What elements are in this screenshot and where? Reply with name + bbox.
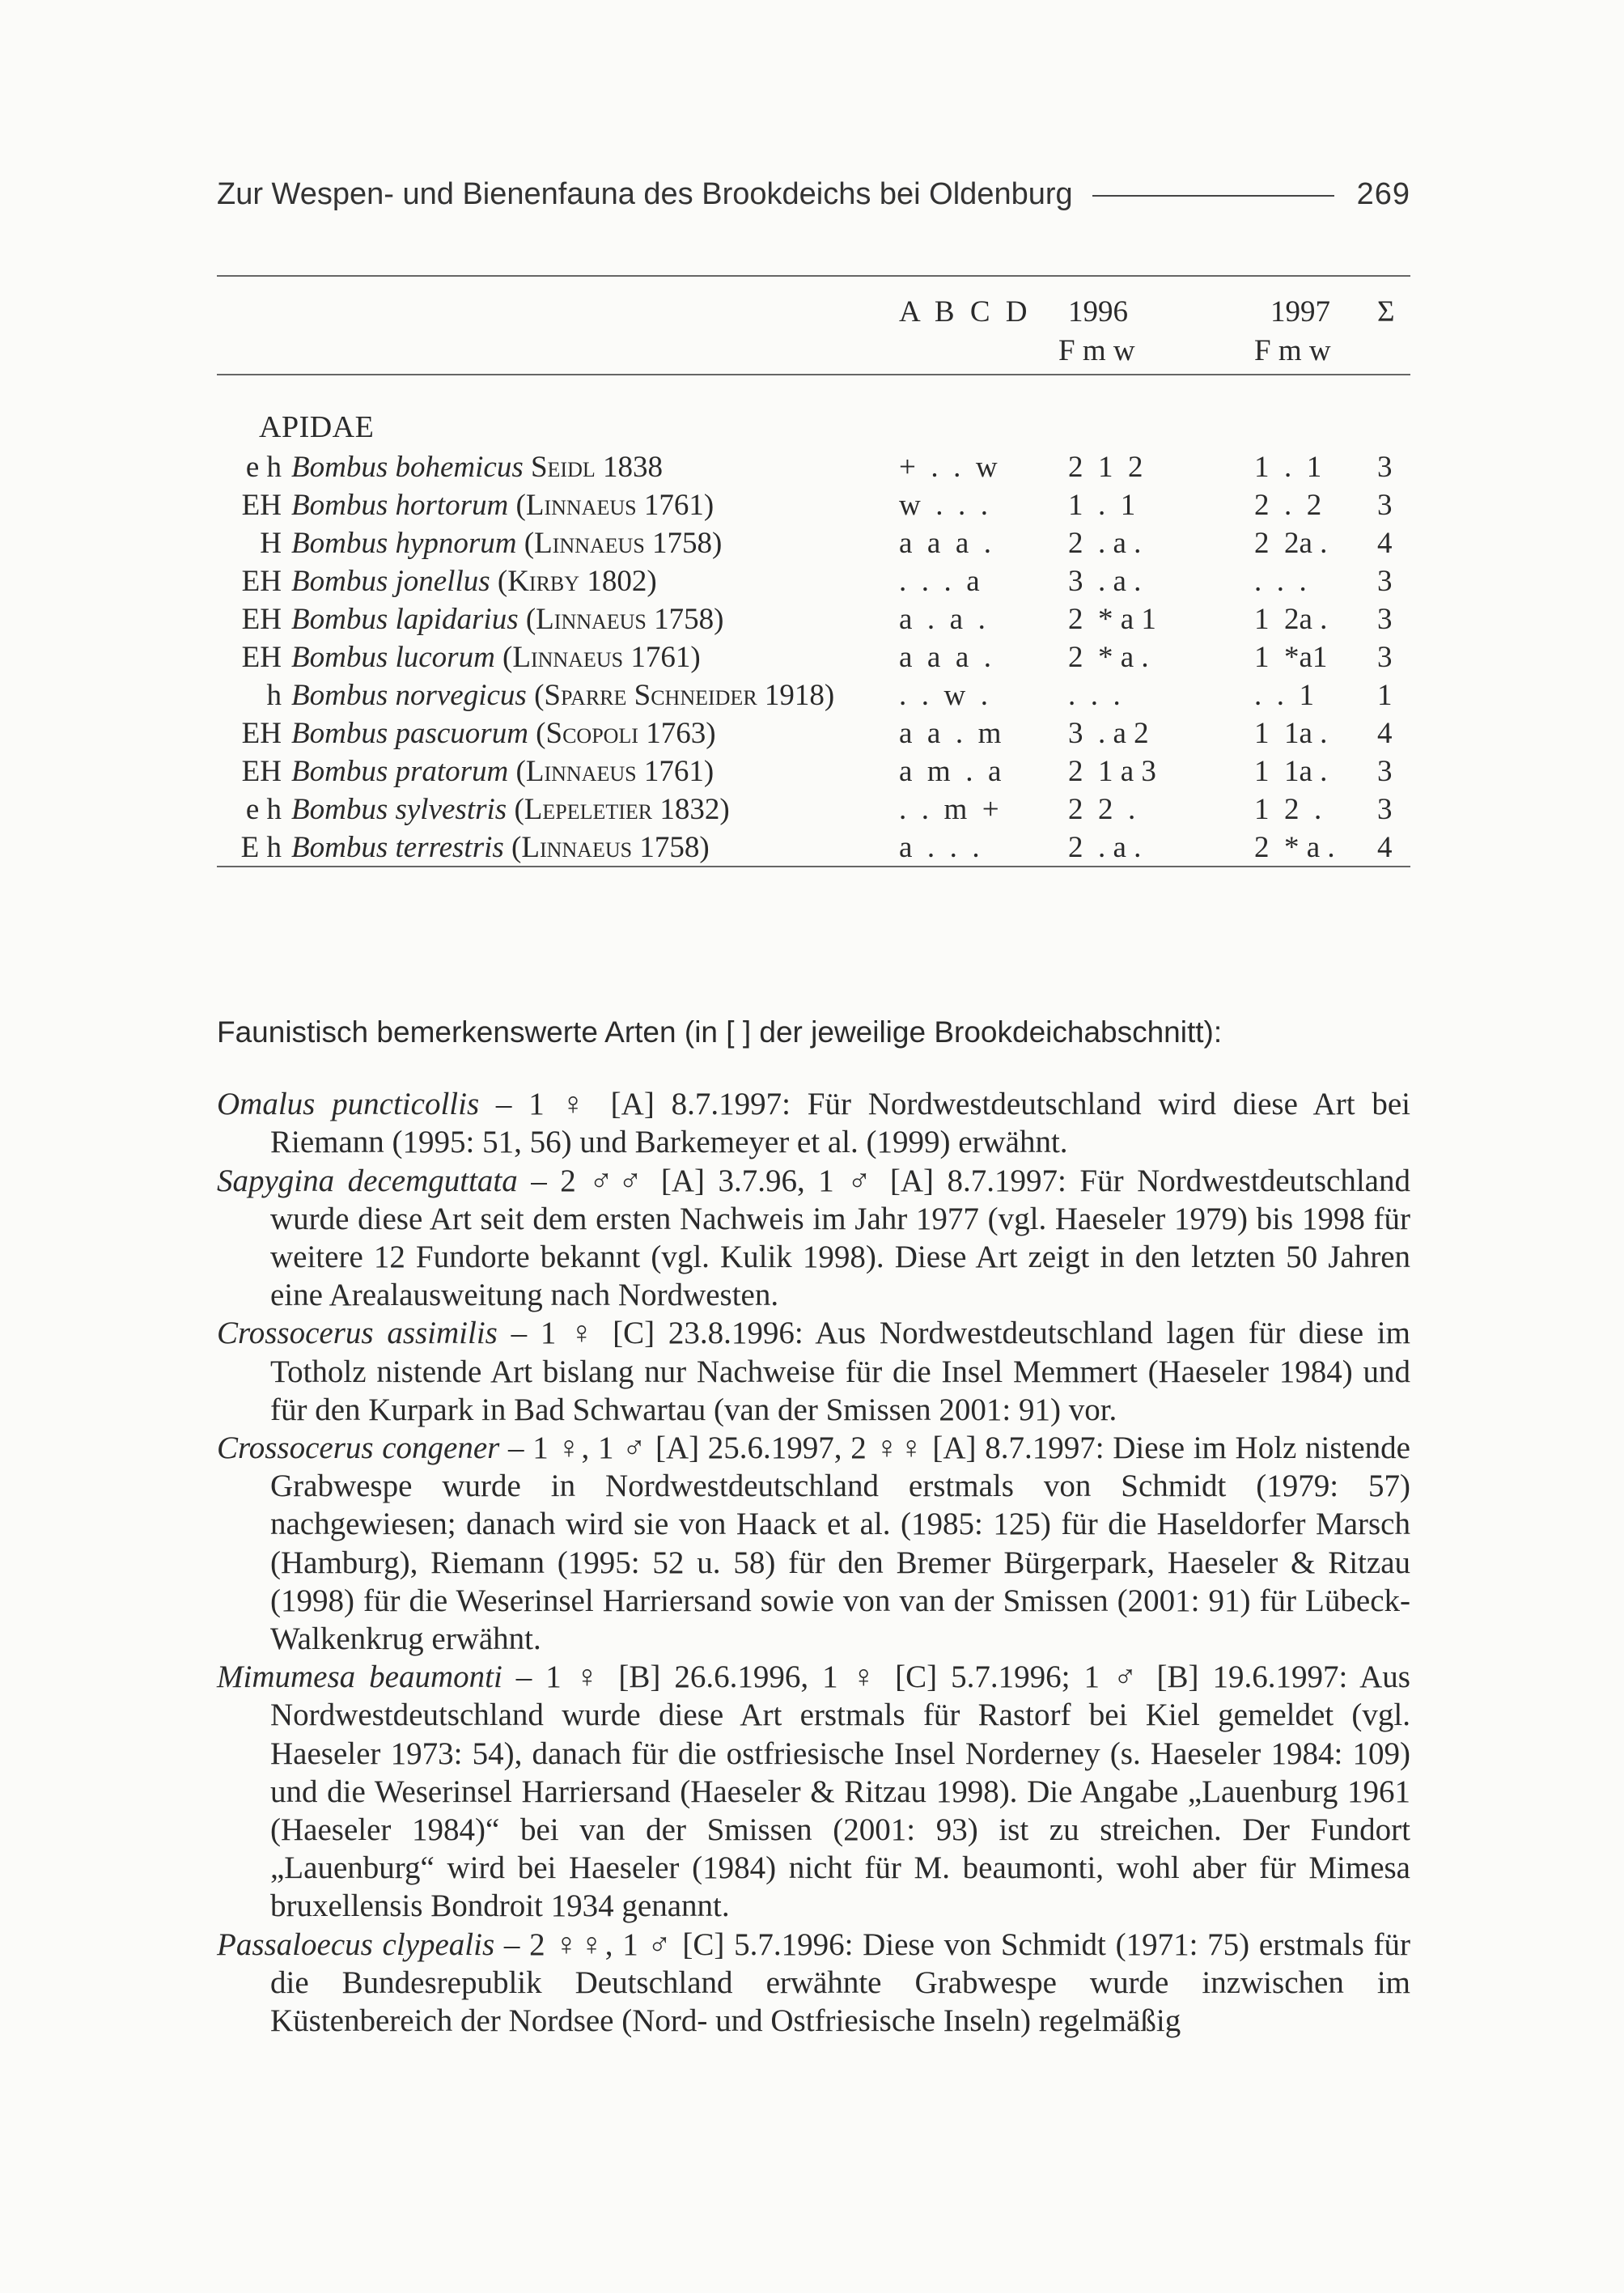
species-entry: [217, 1314, 1410, 1429]
row-1997: . . .: [1254, 565, 1307, 598]
row-abcd: a a . m: [899, 717, 1002, 750]
row-1997: 1 2 .: [1254, 793, 1322, 826]
species-name: Bombus pratorum (Linnaeus 1761): [291, 755, 714, 788]
row-code: EH: [241, 641, 282, 674]
page-number: 269: [1356, 176, 1410, 211]
species-name: Bombus lucorum (Linnaeus 1761): [291, 641, 701, 674]
header-rule: [1092, 195, 1334, 197]
row-sum: 3: [1377, 641, 1393, 674]
row-code: EH: [241, 565, 282, 598]
row-1997: 2 2a .: [1254, 527, 1328, 560]
row-1996: . . .: [1068, 679, 1121, 712]
row-1997: 1 1a .: [1254, 717, 1328, 750]
row-1996: 2 2 .: [1068, 793, 1136, 826]
row-sum: 3: [1377, 793, 1393, 826]
row-1996: 2 . a .: [1068, 831, 1142, 864]
body-text: [217, 1013, 1410, 2040]
sub-1997: F m w: [1254, 334, 1331, 367]
intro-line: Faunistisch bemerkenswerte Arten (in [ ] der jeweilige Brookdeichabschnitt):: [217, 1015, 1223, 1049]
species-table: [217, 275, 1410, 867]
row-code: EH: [241, 603, 282, 636]
species-entry: [217, 1926, 1410, 2041]
species-entry: [217, 1085, 1410, 1161]
row-sum: 4: [1377, 717, 1393, 750]
species-name: Bombus hypnorum (Linnaeus 1758): [291, 527, 723, 560]
row-abcd: a . a .: [899, 603, 986, 636]
table-row: [217, 640, 1410, 679]
row-1996: 2 * a 1: [1068, 603, 1156, 636]
row-abcd: a . . .: [899, 831, 980, 864]
row-1996: 3 . a .: [1068, 565, 1142, 598]
entry-text: – 1 ♀ [C] 23.8.1996: Aus Nordwestdeutschland lagen für diese im Totholz nistende Art bislang nur Nachweise für die Insel Memmert (Haeseler 1984) und für den Kurpark in Bad Schwartau (van der Smissen 2001: 91) vor.: [270, 1316, 1410, 1427]
table-header: [217, 277, 1410, 374]
row-code: EH: [241, 717, 282, 750]
entry-species: Sapygina decemguttata: [217, 1163, 518, 1198]
row-code: EH: [241, 755, 282, 788]
table-row: [217, 716, 1410, 755]
table-row: [217, 754, 1410, 793]
row-abcd: a a a .: [899, 641, 992, 674]
entry-text: – 2 ♂♂ [A] 3.7.96, 1 ♂ [A] 8.7.1997: Für Nordwestdeutschland wurde diese Art seit dem ersten Nachweis im Jahr 1977 (vgl. Haeseler 1979) bis 1998 für weitere 12 Fundorte bekannt (vgl. Kulik 1998). Diese Art zeigt in den letzten 50 Jahren eine Arealausweitung nach Nordwesten.: [270, 1163, 1410, 1313]
row-1997: 1 *a1: [1254, 641, 1328, 674]
species-entry: [217, 1162, 1410, 1315]
entry-species: Crossocerus assimilis: [217, 1316, 498, 1351]
species-name: Bombus terrestris (Linnaeus 1758): [291, 831, 710, 864]
entry-species: Crossocerus congener: [217, 1430, 500, 1466]
row-1997: 2 * a .: [1254, 831, 1335, 864]
species-name: Bombus bohemicus Seidl 1838: [291, 451, 663, 484]
entry-text: – 1 ♀ [B] 26.6.1996, 1 ♀ [C] 5.7.1996; 1 ♂ [B] 19.6.1997: Aus Nordwestdeutschland wurde diese Art erstmals für Rastorf bei Kiel gemeldet (vgl. Haeseler 1973: 54), danach für die ostfriesische Insel Norderney (s. Haeseler 1984: 109) und die Weserinsel Harriersand (Haeseler & Ritzau 1998). Die Angabe „Lauenburg 1961 (Haeseler 1984)“ bei van der Smissen (2001: 93) ist zu streichen. Der Fundort „Lauenburg“ wird bei Haeseler (1984) nicht für M. beaumonti, wohl aber für Mimesa bruxellensis Bondroit 1934 genannt.: [270, 1659, 1410, 1924]
species-name: Bombus sylvestris (Lepeletier 1832): [291, 793, 730, 826]
col-1997: 1997: [1270, 295, 1330, 328]
row-1996: 2 1 a 3: [1068, 755, 1156, 788]
entry-text: – 2 ♀♀, 1 ♂ [C] 5.7.1996: Diese von Schmidt (1971: 75) erstmals für die Bundesrepublik Deutschland erwähnte Grabwespe wurde inzwischen im Küstenbereich der Nordsee (Nord- und Ostfriesische Inseln) regelmäßig: [270, 1926, 1410, 2039]
entry-species: Passaloecus clypealis: [217, 1926, 495, 1962]
running-title: Zur Wespen- und Bienenfauna des Brookdeichs bei Oldenburg: [217, 176, 1073, 211]
row-sum: 3: [1377, 755, 1393, 788]
row-abcd: . . . a: [899, 565, 980, 598]
col-sum: Σ: [1377, 295, 1395, 328]
family-label: APIDAE: [259, 410, 375, 444]
row-code: e h: [245, 793, 282, 826]
row-sum: 3: [1377, 603, 1393, 636]
row-1996: 3 . a 2: [1068, 717, 1149, 750]
col-abcd: A B C D: [899, 295, 1028, 328]
row-abcd: . . m +: [899, 793, 999, 826]
entry-species: Mimumesa beaumonti: [217, 1659, 502, 1695]
row-1996: 2 * a .: [1068, 641, 1149, 674]
row-abcd: + . . w: [899, 451, 998, 484]
entry-text: – 1 ♀ [A] 8.7.1997: Für Nordwestdeutschland wird diese Art bei Riemann (1995: 51, 56) und Barkemeyer et al. (1999) erwähnt.: [270, 1087, 1410, 1160]
row-abcd: a m . a: [899, 755, 1002, 788]
table-row: [217, 602, 1410, 641]
table-row: [217, 526, 1410, 565]
table-row: [217, 830, 1410, 869]
species-entry: [217, 1429, 1410, 1658]
species-name: Bombus lapidarius (Linnaeus 1758): [291, 603, 724, 636]
table-row: [217, 450, 1410, 489]
row-1997: 1 1a .: [1254, 755, 1328, 788]
row-code: EH: [241, 489, 282, 522]
row-abcd: w . . .: [899, 489, 988, 522]
row-sum: 4: [1377, 831, 1393, 864]
row-code: E h: [240, 831, 282, 864]
row-abcd: a a a .: [899, 527, 992, 560]
species-name: Bombus jonellus (Kirby 1802): [291, 565, 657, 598]
row-sum: 1: [1377, 679, 1393, 712]
row-sum: 3: [1377, 565, 1393, 598]
table-row: [217, 678, 1410, 717]
species-name: Bombus pascuorum (Scopoli 1763): [291, 717, 716, 750]
running-header: [217, 170, 1410, 218]
row-sum: 3: [1377, 451, 1393, 484]
row-1996: 2 1 2: [1068, 451, 1143, 484]
row-code: h: [266, 679, 282, 712]
table-row: [217, 488, 1410, 527]
row-1997: 1 . 1: [1254, 451, 1322, 484]
row-code: e h: [245, 451, 282, 484]
species-name: Bombus hortorum (Linnaeus 1761): [291, 489, 714, 522]
row-1996: 1 . 1: [1068, 489, 1136, 522]
row-1997: . . 1: [1254, 679, 1314, 712]
row-code: H: [260, 527, 282, 560]
col-1996: 1996: [1068, 295, 1128, 328]
species-entries: [217, 1085, 1410, 2040]
sub-1996: F m w: [1058, 334, 1135, 367]
entry-text: – 1 ♀, 1 ♂ [A] 25.6.1997, 2 ♀♀ [A] 8.7.1997: Diese im Holz nistende Grabwespe wurde in Nordwestdeutschland erstmals von Schmidt (1979: 57) nachgewiesen; danach wird sie von Haack et al. (1985: 125) für die Haseldorfer Marsch (Hamburg), Riemann (1995: 52 u. 58) für den Bremer Bürgerpark, Haeseler & Ritzau (1998) für die Weserinsel Harriersand sowie von van der Smissen (2001: 91) für Lübeck-Walkenkrug erwähnt.: [270, 1430, 1410, 1657]
row-sum: 4: [1377, 527, 1393, 560]
row-1996: 2 . a .: [1068, 527, 1142, 560]
table-row: [217, 564, 1410, 603]
species-entry: [217, 1658, 1410, 1925]
row-1997: 1 2a .: [1254, 603, 1328, 636]
row-1997: 2 . 2: [1254, 489, 1322, 522]
species-name: Bombus norvegicus (Sparre Schneider 1918): [291, 679, 835, 712]
row-sum: 3: [1377, 489, 1393, 522]
table-row: [217, 792, 1410, 831]
row-abcd: . . w .: [899, 679, 988, 712]
table-body: [217, 375, 1410, 866]
entry-species: Omalus puncticollis: [217, 1087, 480, 1122]
